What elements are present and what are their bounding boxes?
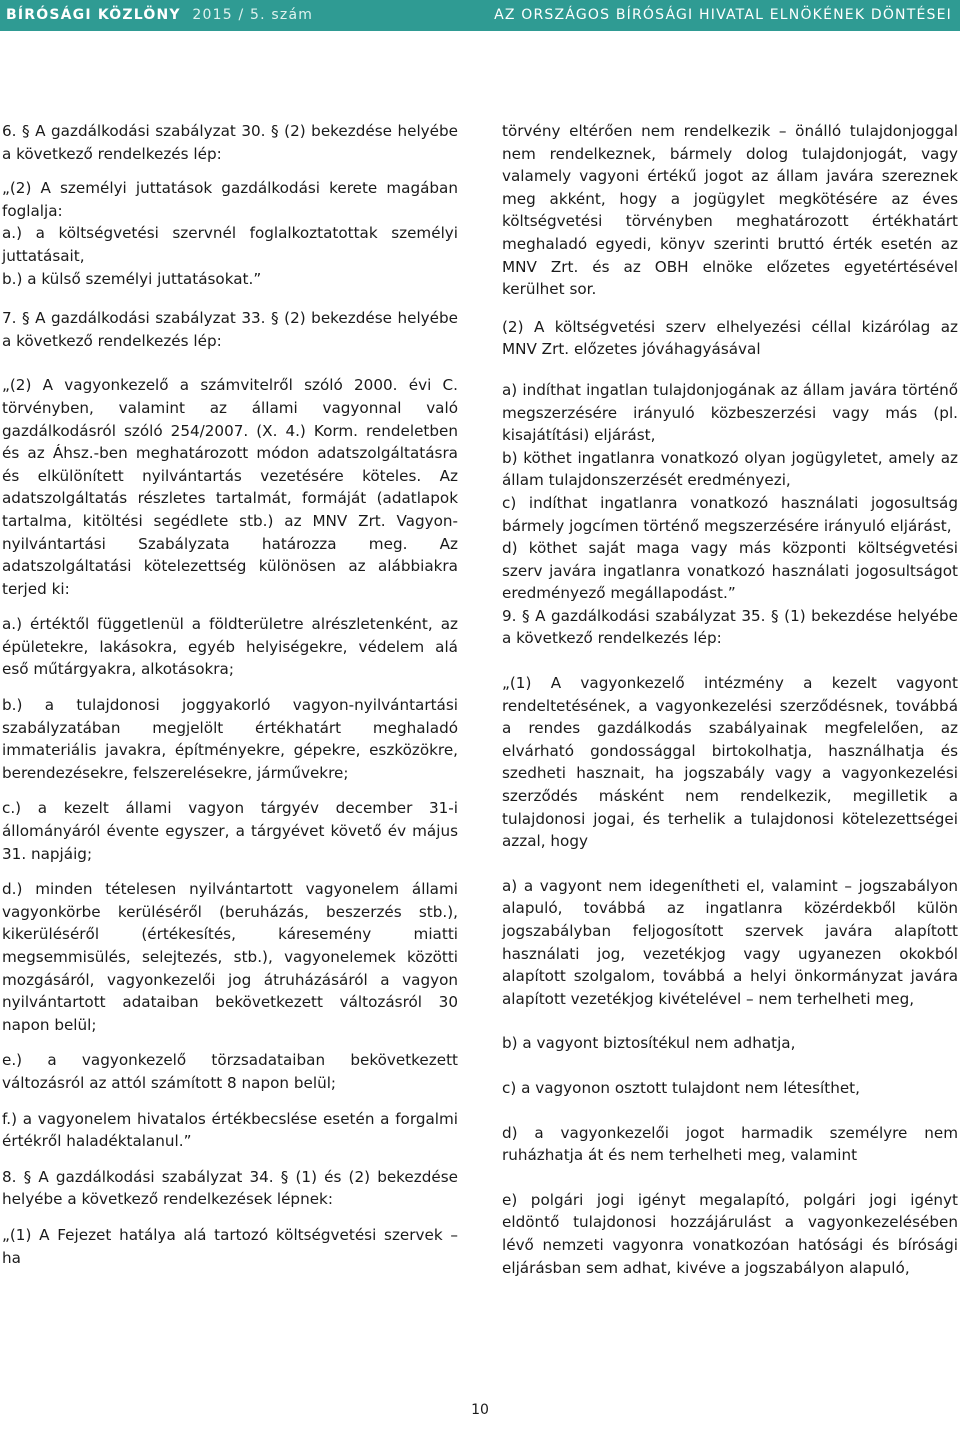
paragraph: a) a vagyont nem idegenítheti el, valamint – jogszabályon alapuló, továbbá az ingatlanra közérdekből külön jogszabályban feljogosított szervek javára alapított használati jog, vezetékjog vagy ugyanezen okokból alapított szolgalom, továbbá a helyi önkormányzat javára alapított vezetékjog kivételével – nem terhelheti meg, bbox=[502, 876, 958, 1008]
paragraph: 6. § A gazdálkodási szabályzat 30. § (2) bekezdése helyébe a következő rendelkezés lép: bbox=[2, 122, 458, 163]
paragraph: „(1) A vagyonkezelő intézmény a kezelt vagyont rendeltetésének, a vagyonkezelési szerződésnek, továbbá a rendes gazdálkodás szabályainak megfelelően, az elvárható gondossággal birtokolhatja, használhatja és szedheti hasznait, ha jogszabály vagy a vagyonkezelési szerződés másként nem rendelkezik, megilletik a tulajdonosi jogai, és terhelik a tulajdonosi kötelezettségei azzal, hogy bbox=[502, 674, 958, 851]
paragraph: törvény eltérően nem rendelkezik – önálló tulajdonjoggal nem rendelkeznek, bármely dolog tulajdonjogát, vagy valamely vagyoni értékű jogot az állam javára szereznek meg akként, hogy a jogügylet megkötésére az éves költségvetési törvényben meghatározott értékhatárt meghaladó egyedi, könyv szerinti bruttó érték esetén az MNV Zrt. és az OBH elnöke előzetes egyetértésével kerülhet sor. bbox=[502, 122, 958, 299]
paragraph: a.) a költségvetési szervnél foglalkoztatottak személyi juttatásait, bbox=[2, 224, 458, 265]
paragraph: e) polgári jogi igényt megalapító, polgári jogi igényt eldöntő tulajdonosi hozzájárulást a vagyonkezelésében lévő nemzeti vagyonra vonatkozóan hatósági és bírósági eljárásban sem adhat, kivéve a jogszabályon alapuló, bbox=[502, 1190, 958, 1277]
paragraph: a) indíthat ingatlan tulajdonjogának az állam javára történő megszerzésére irányuló közbeszerzési vagy más (pl. kisajátítási) eljárást, bbox=[502, 380, 958, 445]
paragraph: d) a vagyonkezelői jogot harmadik személyre nem ruházhatja át és nem terhelheti meg, valamint bbox=[502, 1123, 958, 1165]
journal-brand: BÍRÓSÁGI KÖZLÖNY bbox=[6, 7, 181, 23]
paragraph: b) köthet ingatlanra vonatkozó olyan jogügyletet, amely az állam tulajdonszerzését eredményezi, bbox=[502, 448, 958, 490]
section-title: AZ ORSZÁGOS BÍRÓSÁGI HIVATAL ELNÖKÉNEK DÖNTÉSEI bbox=[494, 7, 952, 23]
paragraph: „(2) A vagyonkezelő a számvitelről szóló 2000. évi C. törvényben, valamint az állami vagyonnal való gazdálkodásról szóló 254/2007. (X. 4.) Korm. rendeletben és az Áhsz.-ben meghatározott módon adatszolgáltatásra és elkülönített nyilvántartás vezetésére köteles. Az adatszolgáltatás részletes tartalmát, formáját (adatlapok tartalma, kitöltési segédlete stb.) az MNV Zrt. Vagyon-nyilvántartási Szabályzata határozza meg. Az adatszolgáltatási kötelezettség különösen az alábbiakra terjed ki: bbox=[2, 376, 458, 598]
paragraph: c.) a kezelt állami vagyon tárgyév december 31-i állományáról évente egyszer, a tárgyévet követő év május 31. napjáig; bbox=[2, 799, 458, 863]
paragraph: b.) a külső személyi juttatásokat.” bbox=[2, 269, 262, 288]
paragraph: 9. § A gazdálkodási szabályzat 35. § (1) bekezdése helyébe a következő rendelkezés lép: bbox=[502, 606, 958, 648]
paragraph: c) a vagyonon osztott tulajdont nem létesíthet, bbox=[502, 1078, 860, 1097]
right-column bbox=[502, 120, 958, 1279]
paragraph: c) indíthat ingatlanra vonatkozó használati jogosultság bármely jogcímen történő megszerzésére irányuló eljárást, bbox=[502, 493, 958, 535]
paragraph: b) a vagyont biztosítékul nem adhatja, bbox=[502, 1034, 796, 1053]
paragraph: „(1) A Fejezet hatálya alá tartozó költségvetési szervek – ha bbox=[2, 1225, 458, 1267]
left-column bbox=[2, 120, 458, 1269]
journal-issue: 2015 / 5. szám bbox=[192, 7, 314, 23]
paragraph: 8. § A gazdálkodási szabályzat 34. § (1) és (2) bekezdése helyébe a következő rendelkezések lépnek: bbox=[2, 1167, 458, 1209]
page-number: 10 bbox=[471, 1402, 489, 1418]
journal-title bbox=[6, 7, 313, 23]
paragraph: f.) a vagyonelem hivatalos értékbecslése esetén a forgalmi értékről haladéktalanul.” bbox=[2, 1109, 458, 1151]
paragraph: e.) a vagyonkezelő törzsadataiban bekövetkezett változásról az attól számított 8 napon belül; bbox=[2, 1051, 458, 1092]
paragraph: b.) a tulajdonosi joggyakorló vagyon-nyilvántartási szabályzatában megjelölt értékhatárt meghaladó immateriális javakra, építményekre, gépekre, eszközökre, berendezésekre, felszerelésekre, járművekre; bbox=[2, 696, 458, 782]
paragraph: d) köthet saját maga vagy más központi költségvetési szerv javára ingatlanra vonatkozó használati jogosultságot eredményező megállapodást.” bbox=[502, 539, 958, 603]
paragraph: (2) A költségvetési szerv elhelyezési céllal kizárólag az MNV Zrt. előzetes jóváhagyásával bbox=[502, 317, 958, 359]
paragraph: „(2) A személyi juttatások gazdálkodási kerete magában foglalja: bbox=[2, 179, 458, 220]
page-header bbox=[0, 0, 960, 31]
paragraph: 7. § A gazdálkodási szabályzat 33. § (2) bekezdése helyébe a következő rendelkezés lép: bbox=[2, 309, 458, 350]
paragraph: d.) minden tételesen nyilvántartott vagyonelem állami vagyonkörbe kerüléséről (beruházás, beszerzés stb.), kikerüléséről (értékesítés, káresemény miatti megsemmisülés, selejtezés, stb.), vagyonelemek közötti mozgásáról, vagyonkezelői jog átruházásáról a vagyon nyilvántartott adataiban bekövetkezett változásról 30 napon belül; bbox=[2, 880, 458, 1034]
paragraph: a.) értéktől függetlenül a földterületre alrészletenként, az épületekre, lakásokra, egyéb helyiségekre, védelem alá eső műtárgyakra, alkotásokra; bbox=[2, 615, 458, 679]
